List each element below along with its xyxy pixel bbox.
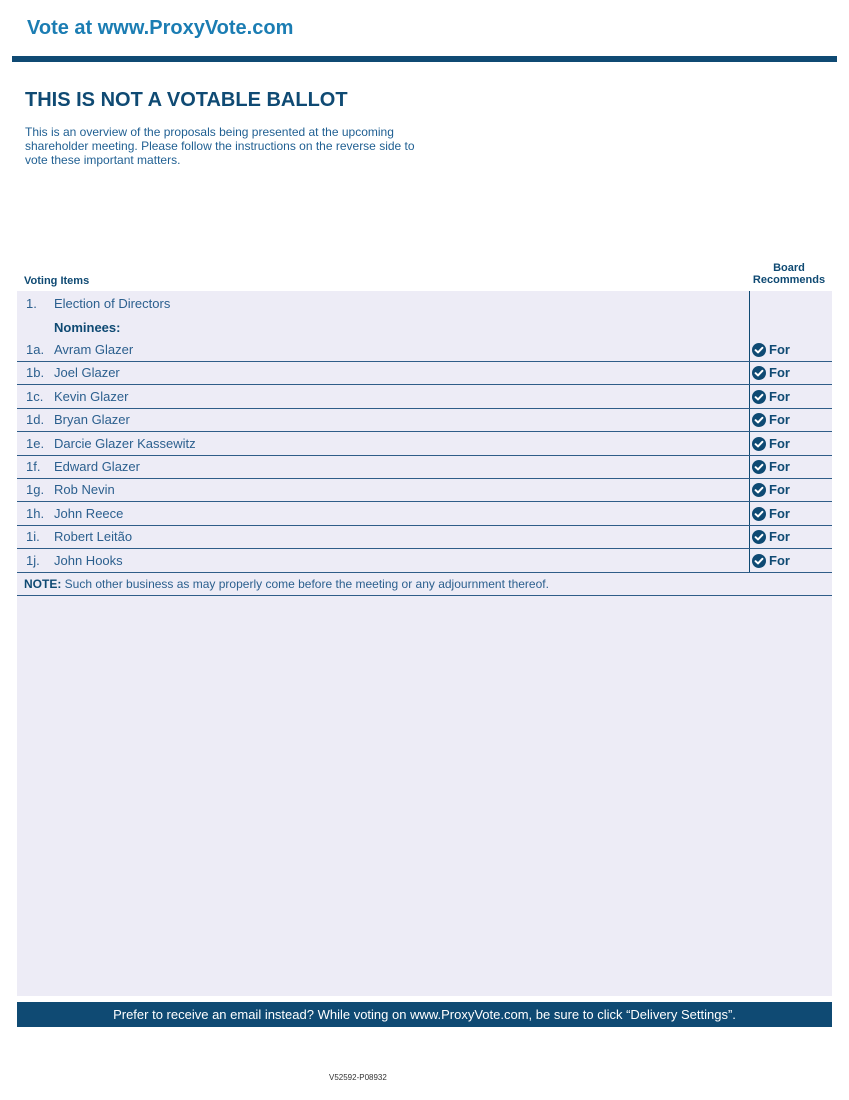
note-text [24, 577, 549, 591]
header-divider [12, 56, 837, 62]
board-recommendation [752, 436, 790, 451]
nominee-name: Rob Nevin [54, 482, 115, 497]
nominee-row [17, 455, 832, 479]
board-recommendation [752, 529, 790, 544]
board-recommendation [752, 342, 790, 357]
page-title: THIS IS NOT A VOTABLE BALLOT [25, 89, 348, 111]
nominee-name: Bryan Glazer [54, 412, 130, 427]
nominee-name: Robert Leitão [54, 529, 133, 544]
voting-items-header: Voting Items [24, 275, 90, 287]
board-recommendation [752, 389, 790, 404]
board-recommendation [752, 365, 790, 380]
nominee-number: 1j. [26, 553, 40, 568]
board-recommendation [752, 553, 790, 568]
proposal-number: 1. [26, 296, 37, 311]
nominee-row [17, 338, 832, 362]
board-recommendation [752, 482, 790, 497]
document-code: V52592-P08932 [329, 1073, 387, 1082]
nominee-number: 1i. [26, 529, 40, 544]
recommendation-label: For [769, 342, 790, 357]
nominee-number: 1h. [26, 506, 45, 521]
intro-text: This is an overview of the proposals being presented at the upcoming shareholder meeting. Please follow the instructions on the reverse side to vote these important matters. [25, 125, 415, 167]
check-circle-icon [752, 366, 766, 380]
check-circle-icon [752, 554, 766, 568]
nominee-row [17, 502, 832, 526]
note-label: NOTE: [24, 577, 62, 591]
nominee-number: 1d. [26, 412, 45, 427]
nominee-number: 1c. [26, 389, 44, 404]
email-delivery-banner: Prefer to receive an email instead? While voting on www.ProxyVote.com, be sure to click “Delivery Settings”. [17, 1002, 832, 1027]
check-circle-icon [752, 530, 766, 544]
recommendation-label: For [769, 553, 790, 568]
recommendation-label: For [769, 389, 790, 404]
nominee-name: Kevin Glazer [54, 389, 129, 404]
nominee-name: Avram Glazer [54, 342, 134, 357]
proposal-row [17, 292, 832, 315]
nominee-number: 1b. [26, 365, 45, 380]
check-circle-icon [752, 343, 766, 357]
nominee-row [17, 432, 832, 456]
nominee-name: John Hooks [54, 553, 123, 568]
board-recommends-header [748, 262, 830, 286]
check-circle-icon [752, 507, 766, 521]
recommendation-label: For [769, 365, 790, 380]
recommendation-label: For [769, 482, 790, 497]
nominee-row [17, 385, 832, 409]
note-divider [17, 595, 832, 596]
check-circle-icon [752, 483, 766, 497]
nominee-row [17, 361, 832, 385]
recommendation-label: For [769, 459, 790, 474]
nominee-name: Joel Glazer [54, 365, 120, 380]
board-recommendation [752, 412, 790, 427]
check-circle-icon [752, 413, 766, 427]
recommendation-label: For [769, 436, 790, 451]
board-header-line1: Board [773, 262, 805, 274]
nominee-row [17, 408, 832, 432]
nominee-number: 1f. [26, 459, 41, 474]
recommendation-label: For [769, 529, 790, 544]
nominee-number: 1e. [26, 436, 45, 451]
board-recommendation [752, 459, 790, 474]
nominee-name: Edward Glazer [54, 459, 140, 474]
check-circle-icon [752, 437, 766, 451]
proxyvote-link[interactable]: Vote at www.ProxyVote.com [27, 17, 294, 39]
nominee-name: Darcie Glazer Kassewitz [54, 436, 196, 451]
check-circle-icon [752, 460, 766, 474]
nominees-label: Nominees: [54, 320, 121, 335]
board-header-line2: Recommends [752, 274, 826, 286]
note-body: Such other business as may properly come before the meeting or any adjournment thereof. [61, 577, 549, 591]
recommendation-label: For [769, 506, 790, 521]
nominee-row [17, 549, 832, 573]
nominee-row [17, 478, 832, 502]
check-circle-icon [752, 390, 766, 404]
nominee-row [17, 525, 832, 549]
nominees-row [17, 316, 832, 339]
board-recommendation [752, 506, 790, 521]
nominee-number: 1g. [26, 482, 45, 497]
recommendation-label: For [769, 412, 790, 427]
nominee-name: John Reece [54, 506, 124, 521]
nominee-number: 1a. [26, 342, 45, 357]
proposal-label: Election of Directors [54, 296, 171, 311]
